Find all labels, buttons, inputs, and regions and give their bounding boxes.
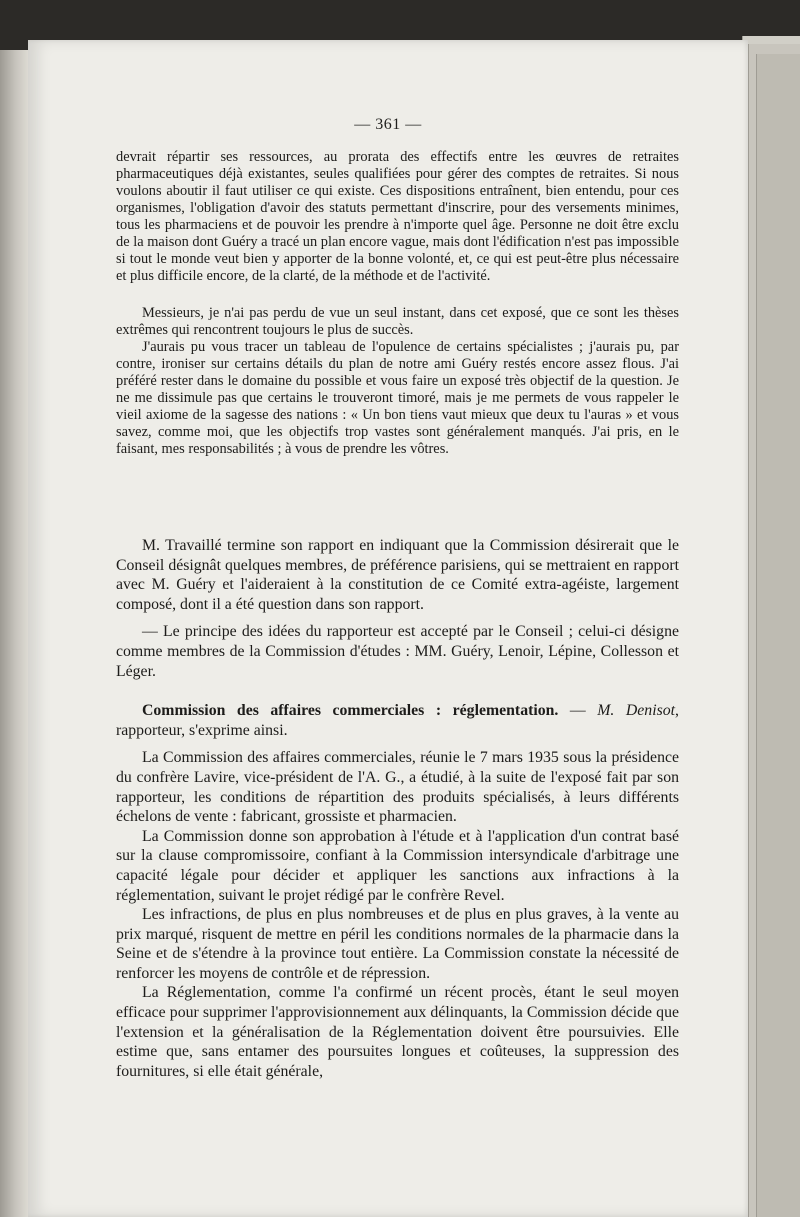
report-continuation (116, 149, 679, 458)
paragraph: La Commission donne son approbation à l'étude et à l'application d'un contrat basé sur la clause compromissoire, confiant à la Commission intersyndicale d'arbitrage une capacité légale pour décider et appliquer les sanctions aux infractions à la réglementation, suivant le projet rédigé par le confrère Revel. (116, 827, 679, 904)
page-stack-edge (756, 54, 800, 1217)
section-heading (116, 701, 679, 740)
paragraph: J'aurais pu vous tracer un tableau de l'opulence de certains spécialistes ; j'aurais pu, par contre, ironiser sur certains détails du plan de notre ami Guéry restés encore assez flous. J'ai préféré rester dans le domaine du possible et vous faire un exposé très objectif de la question. Je ne me dissimule pas que certains le trouveront timoré, mais je me permets de vous rappeler le vieil axiome de la sagesse des nations : « Un bon tiens vaut mieux que deux tu l'auras » et vous savez, comme moi, que les objectifs trop vastes sont généralement manqués. J'ai pris, en le faisant, mes responsabilités ; à vous de prendre les vôtres. (116, 339, 679, 457)
paragraph: Messieurs, je n'ai pas perdu de vue un seul instant, dans cet exposé, que ce sont les thèses extrêmes qui rencontrent toujours le plus de succès. (116, 305, 679, 338)
paragraph: devrait répartir ses ressources, au prorata des effectifs entre les œuvres de retraites pharmaceutiques déjà existantes, seules qualifiées pour gérer des comptes de retraites. Si nous voulons aboutir il faut utiliser ce qui existe. Ces dispositions entraînent, bien entendu, pour ces organismes, l'obligation d'avoir des statuts permettant d'inscrire, pour des versements minimes, tous les pharmaciens et de pouvoir les prendre à n'importe quel âge. Personne ne doit être exclu de la maison dont Guéry a tracé un plan encore vague, mais dont l'édification n'est pas impossible si tout le monde veut bien y apporter de la bonne volonté, et, ce qui est peut-être plus nécessaire et plus difficile encore, de la clarté, de la méthode et de l'activité. (116, 149, 679, 284)
section-title: Commission des affaires commerciales : réglementation. (142, 702, 559, 720)
heading-dash: — (558, 702, 598, 720)
rapporteur-text: , rapporteur, s'exprime ainsi. (116, 702, 679, 739)
paragraph: Les infractions, de plus en plus nombreuses et de plus en plus graves, à la vente au prix marqué, risquent de mettre en péril les conditions normales de la pharmacie dans la Seine et de s'étendre à la province tout entière. La Commission constate la nécessité de renforcer les moyens de contrôle et de répression. (116, 906, 679, 982)
paragraph: La Réglementation, comme l'a confirmé un récent procès, étant le seul moyen efficace pour supprimer l'approvisionnement aux délinquants, la Commission décide que l'extension et la généralisation de la Réglementation doivent être poursuivies. Elle estime que, sans entamer des poursuites longues et coûteuses, la suppression des fournitures, si elle était générale, (116, 984, 679, 1080)
council-minutes (116, 536, 679, 1081)
rapporteur-name: M. Denisot (597, 702, 676, 720)
book-page (28, 40, 748, 1217)
paragraph: M. Travaillé termine son rapport en indiquant que la Commission désirerait que le Conseil désignât quelques membres, de préférence parisiens, qui se mettraient en rapport avec M. Guéry et l'aideraient à la constitution de ce Comité extra-agéiste, largement composé, dont il a été question dans son rapport. (116, 537, 679, 613)
paragraph: — Le principe des idées du rapporteur est accepté par le Conseil ; celui-ci désigne comme membres de la Commission d'études : MM. Guéry, Lenoir, Lépine, Collesson et Léger. (116, 623, 679, 680)
previous-page-edge (0, 50, 28, 1217)
paragraph: La Commission des affaires commerciales, réunie le 7 mars 1935 sous la présidence du confrère Lavire, vice-président de l'A. G., a étudié, à la suite de l'exposé fait par son rapporteur, les conditions de répartition des produits spécialisés, à leurs différents échelons de vente : fabricant, grossiste et pharmacien. (116, 749, 679, 826)
page-number: — 361 — (354, 116, 422, 133)
